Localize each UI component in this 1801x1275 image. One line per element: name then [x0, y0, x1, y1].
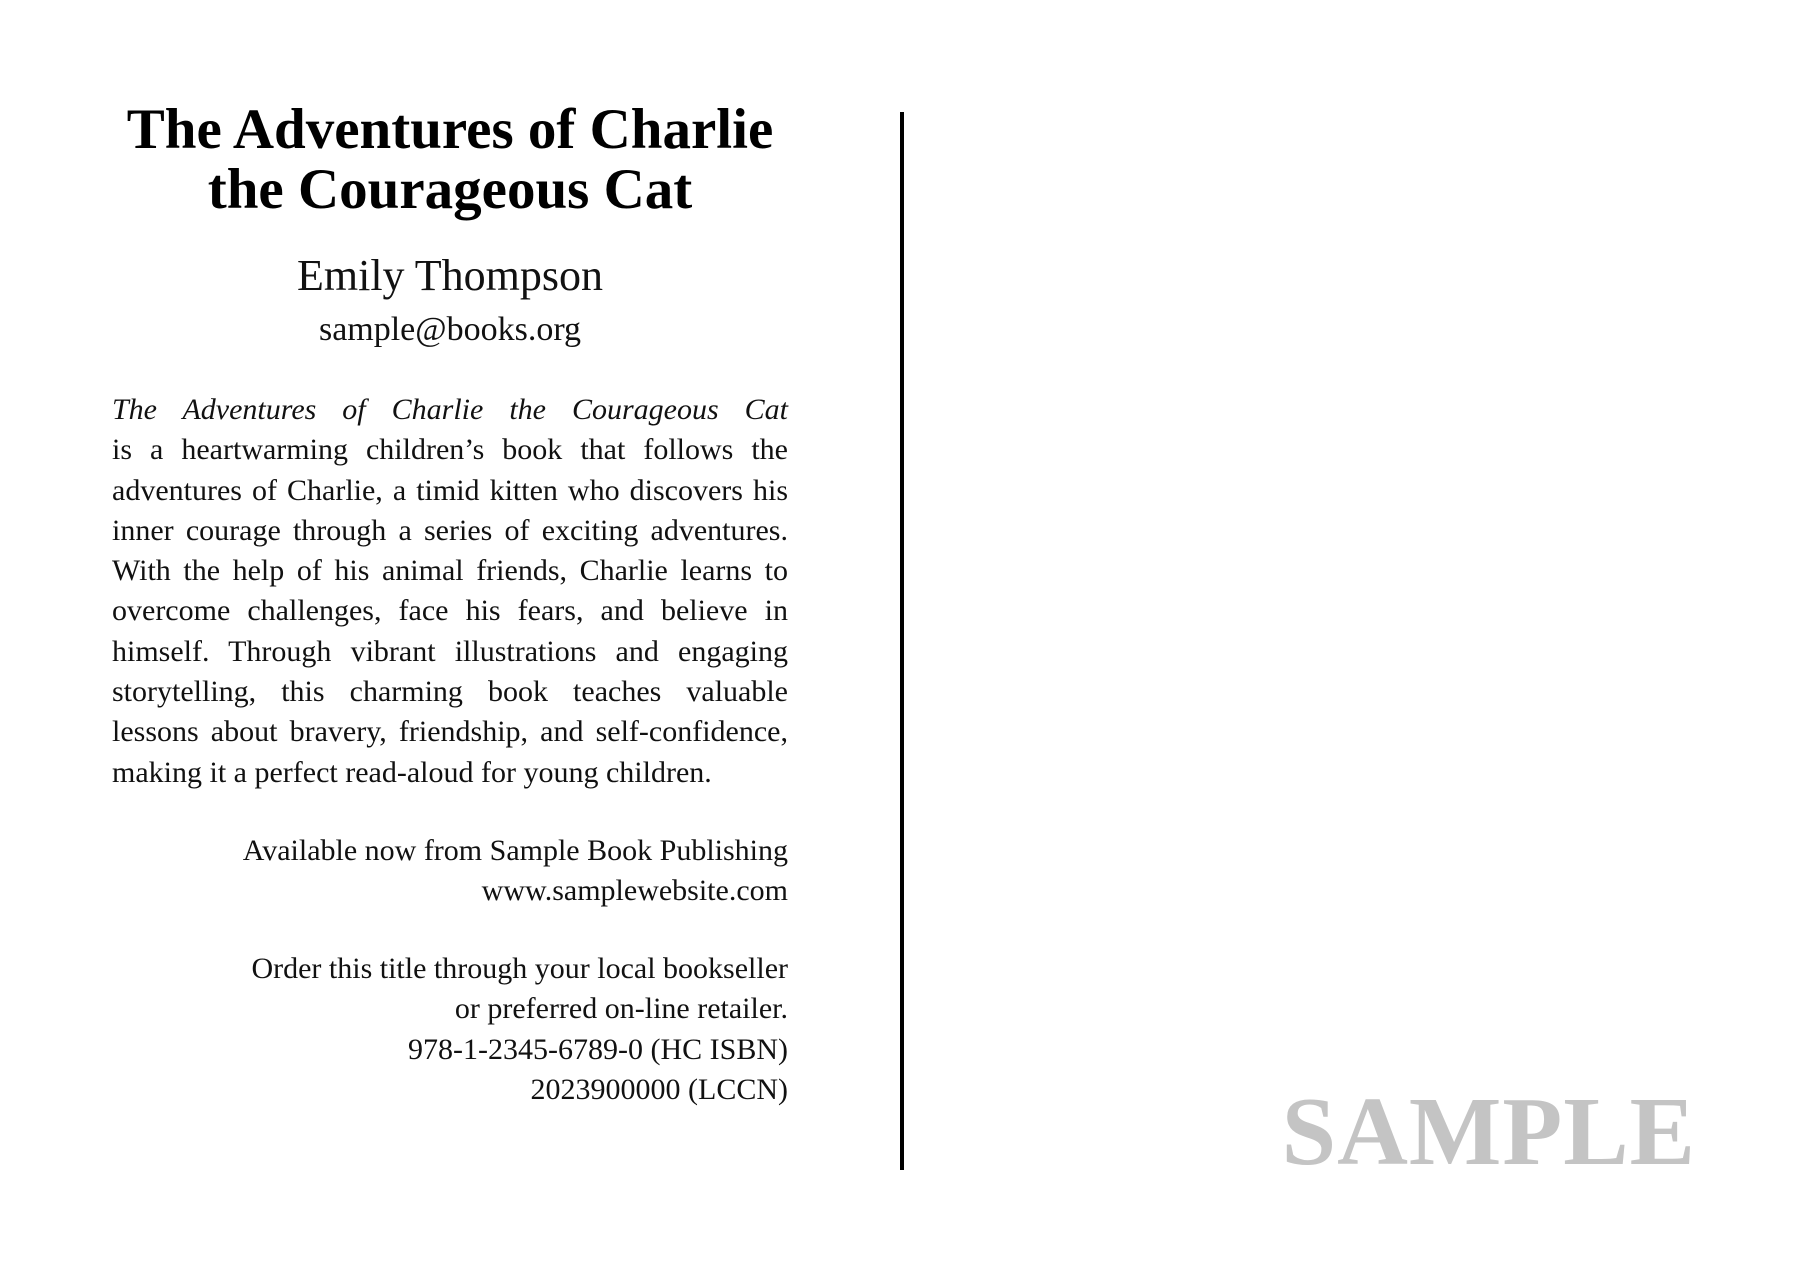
sample-watermark: SAMPLE	[1281, 1078, 1696, 1186]
lccn-line: 2023900000 (LCCN)	[530, 1073, 788, 1107]
order-line-2: or preferred on-line retailer.	[454, 992, 788, 1026]
postcard-info-panel	[112, 100, 788, 1111]
description-body: is a heartwarming children’s book that follows the adventures of Charlie, a timid kitten who discovers his inner courage through a series of exciting adventures. With the help of his animal friends, Charlie learns to overcome challenges, face his fears, and believe in himself. Through vibrant illustrations and engaging storytelling, this charming book teaches valuable lessons about bravery, friendship, and self-confidence, making it a perfect read-aloud for young children.	[112, 433, 788, 789]
book-title-line-1: The Adventures of Charlie	[126, 98, 774, 161]
author-email: sample@books.org	[318, 311, 582, 348]
book-description	[112, 390, 788, 793]
website-line: www.samplewebsite.com	[481, 873, 788, 907]
author-name: Emily Thompson	[297, 251, 603, 300]
availability-block	[112, 831, 788, 911]
vertical-divider	[900, 112, 904, 1170]
book-title	[112, 100, 788, 220]
description-book-title: The Adventures of Charlie the Courageous Cat	[112, 393, 788, 426]
ordering-block	[112, 949, 788, 1111]
book-title-line-2: the Courageous Cat	[207, 158, 693, 221]
order-line-1: Order this title through your local bookseller	[251, 951, 788, 985]
publisher-line: Available now from Sample Book Publishing	[242, 833, 788, 867]
isbn-line: 978-1-2345-6789-0 (HC ISBN)	[408, 1032, 788, 1066]
